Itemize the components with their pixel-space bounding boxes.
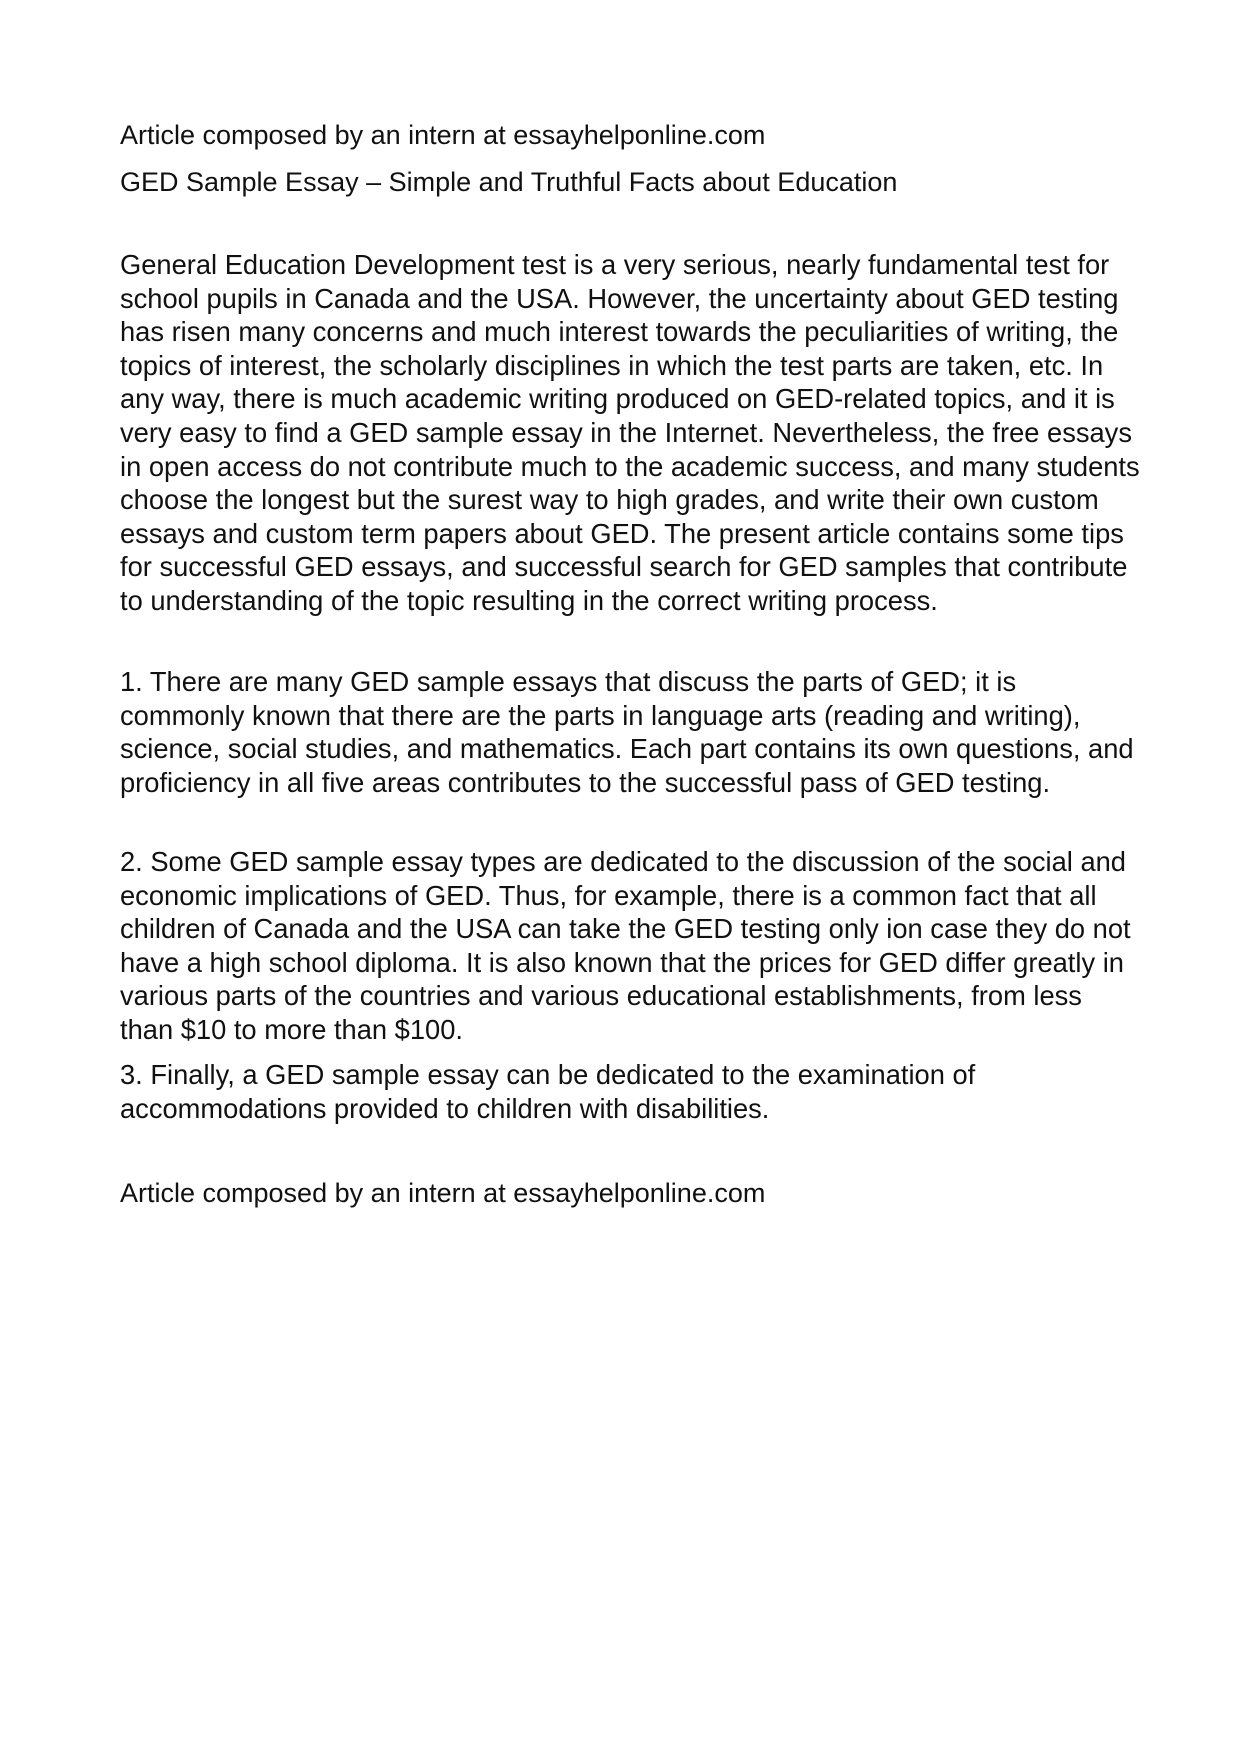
footer-attribution: Article composed by an intern at essayhelponline.com <box>120 1178 766 1208</box>
header-attribution: Article composed by an intern at essayhelponline.com <box>120 120 766 150</box>
list-item-2: 2. Some GED sample essay types are dedicated to the discussion of the social and economic implications of GED. Thus, for example, there is a common fact that all children of Canada and the USA can take the GED testing only ion case they do not have a high school diploma. It is also known that the prices for GED differ greatly in various parts of the countries and various educational establishments, from less than $10 to more than $100. <box>120 846 1131 1045</box>
intro-paragraph: General Education Development test is a very serious, nearly fundamental test for school pupils in Canada and the USA. However, the uncertainty about GED testing has risen many concerns and much interest towards the peculiarities of writing, the topics of interest, the scholarly disciplines in which the test parts are taken, etc. In any way, there is much academic writing produced on GED-related topics, and it is very easy to find a GED sample essay in the Internet. Nevertheless, the free essays in open access do not contribute much to the academic success, and many students choose the longest but the surest way to high grades, and write their own custom essays and custom term papers about GED. The present article contains some tips for successful GED essays, and successful search for GED samples that contribute to understanding of the topic resulting in the correct writing process. <box>120 249 1140 616</box>
list-item-3: 3. Finally, a GED sample essay can be dedicated to the examination of accommodations provided to children with disabilities. <box>120 1059 976 1124</box>
document-title: GED Sample Essay – Simple and Truthful Facts about Education <box>120 167 898 197</box>
list-item-1: 1. There are many GED sample essays that discuss the parts of GED; it is commonly known that there are the parts in language arts (reading and writing), science, social studies, and mathematics. Each part contains its own questions, and proficiency in all five areas contributes to the successful pass of GED testing. <box>120 666 1134 798</box>
